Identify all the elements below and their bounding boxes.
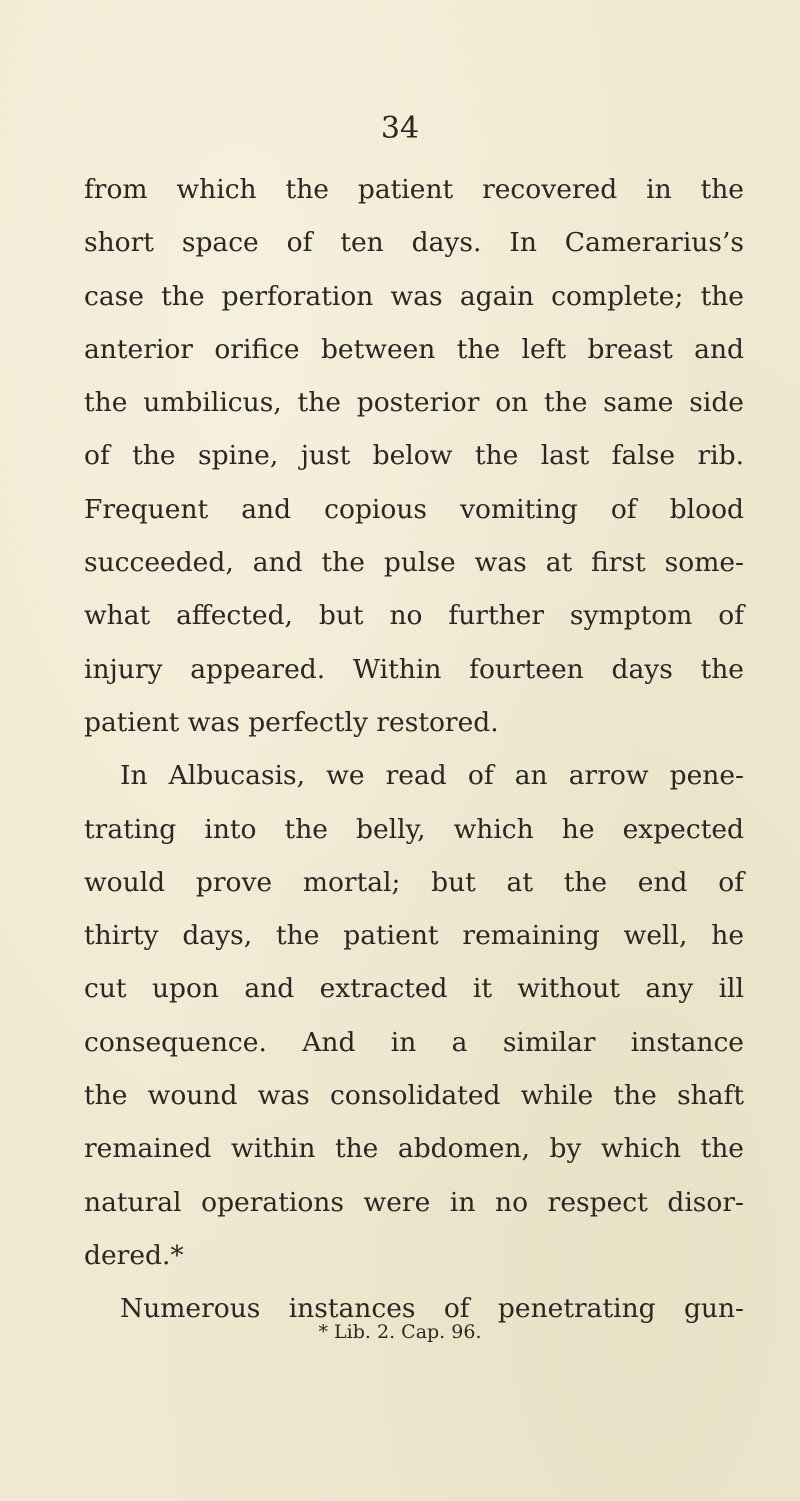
text-line: patient was perfectly restored.: [84, 706, 499, 738]
text-line: thirty days, the patient remaining well, he: [84, 920, 744, 952]
text-line: dered.*: [84, 1239, 184, 1271]
body-text: [84, 163, 744, 1336]
text-line: what affected, but no further symptom of: [84, 600, 744, 632]
text-line: the wound was consolidated while the shaft: [84, 1080, 744, 1112]
text-line: from which the patient recovered in the: [84, 174, 744, 205]
text-line: consequence. And in a similar instance: [84, 1026, 744, 1058]
text-line: natural operations were in no respect disor-: [84, 1186, 744, 1218]
text-line: Numerous instances of penetrating gun-: [120, 1293, 744, 1325]
footnote: * Lib. 2. Cap. 96.: [318, 1321, 482, 1343]
text-line: would prove mortal; but at the end of: [84, 866, 744, 898]
text-line: case the perforation was again complete; the: [84, 280, 744, 312]
text-line: injury appeared. Within fourteen days the: [84, 653, 744, 685]
text-line: remained within the abdomen, by which the: [84, 1133, 744, 1165]
text-line: trating into the belly, which he expected: [84, 813, 744, 845]
text-line: of the spine, just below the last false rib.: [84, 440, 744, 472]
text-line: cut upon and extracted it without any ill: [84, 973, 744, 1005]
text-line: succeeded, and the pulse was at first some-: [84, 547, 744, 579]
text-line: In Albucasis, we read of an arrow pene-: [120, 760, 744, 792]
text-line: Frequent and copious vomiting of blood: [84, 493, 744, 525]
text-line: the umbilicus, the posterior on the same side: [84, 387, 744, 419]
text-line: short space of ten days. In Camerarius’s: [84, 227, 744, 259]
text-line: anterior orifice between the left breast and: [84, 333, 744, 365]
page-number: 34: [380, 111, 420, 146]
